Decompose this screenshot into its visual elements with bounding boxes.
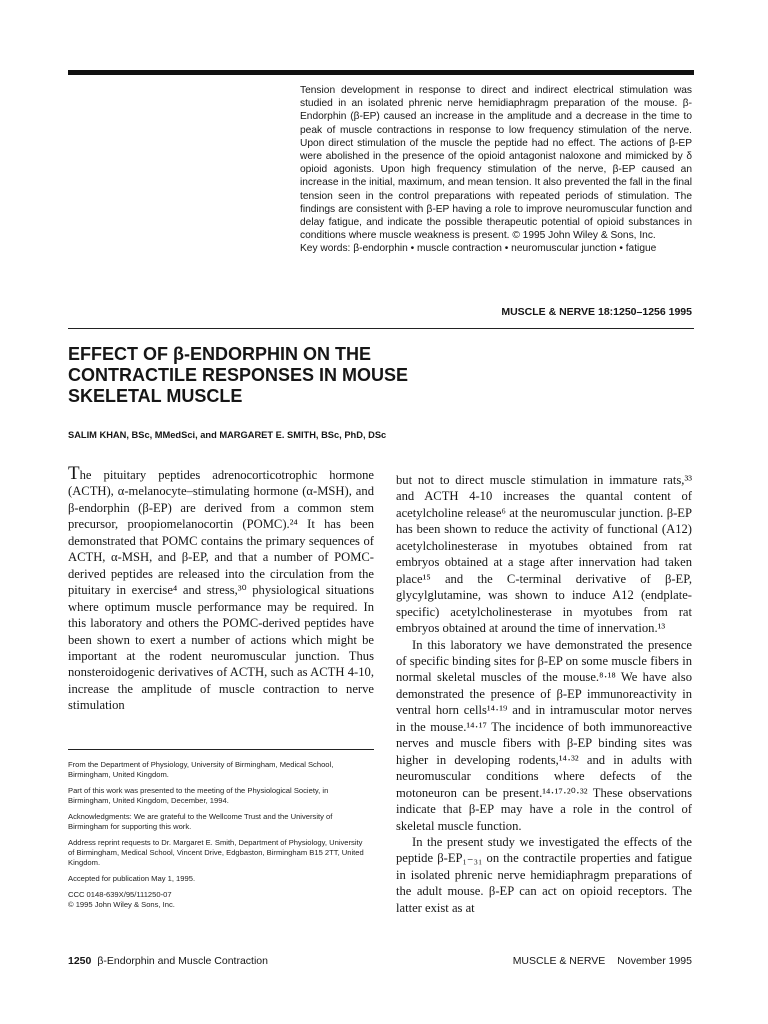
journal-name: MUSCLE & NERVE: [512, 955, 606, 967]
footnote-accepted: Accepted for publication May 1, 1995.: [68, 874, 196, 883]
footnote-reprint-address: Address reprint requests to Dr. Margaret E. Smith, Department of Physiology, University of Birmingham, Medical School, Vincent Drive, Edgbaston, Birmingham B15 2TT, United Kingdom.: [68, 838, 364, 867]
body-paragraph: In this laboratory we have demonstrated the presence of specific binding sites for β-EP on some muscle fibers in normal skeletal muscles of the mouse.⁸·¹⁸ We have also demonstrated the presence of β-EP immunoreactivity in ventral horn cells¹⁴·¹⁹ and in intramuscular motor nerves in the mouse.¹⁴·¹⁷ The incidence of both immunoreactive nerves and muscle fibers with β-EP binding sites was higher in developing rodents,¹⁴·³² and in adults with neuromuscular conditions where defects of the motoneuron can be present.¹⁴·¹⁷·²⁰·³² These observations indicate that β-EP may have a role in the control of skeletal muscle function.: [396, 637, 692, 833]
intro-paragraph: [68, 463, 374, 714]
abstract-text: Tension development in response to direct and indirect electrical stimulation was studied in an isolated phrenic nerve hemidiaphragm preparation of the mouse. β-Endorphin (β-EP) caused an increase in the amplitude and a decrease in the time to peak of muscle contractions in response to low frequency stimulation of the nerve. Upon direct stimulation of the muscle the peptide had no effect. The actions of β-EP were abolished in the presence of the opioid antagonist naloxone and mimicked by δ opioid agonists. Upon high frequency stimulation of the nerve, β-EP caused an increase in the initial, maximum, and mean tension. It also prevented the fall in the final tension seen in the control preparations with repeated periods of stimulation. The findings are consistent with β-EP having a role to improve neuromuscular function and delay fatigue, and indicate the possible therapeutic potential of opioid substances in conditions where muscle weakness is present. © 1995 John Wiley & Sons, Inc.: [300, 85, 692, 242]
footnote-acknowledgments: Acknowledgments: We are grateful to the Wellcome Trust and the University of Birmingham for supporting this work.: [68, 812, 333, 831]
footnote-presentation: Part of this work was presented to the meeting of the Physiological Society, in Birmingham, United Kingdom, December, 1994.: [68, 786, 329, 805]
footnote-rule: [68, 749, 374, 750]
footnote-ccc: CCC 0148-639X/95/111250-07: [68, 890, 172, 899]
body-column-left: [68, 463, 374, 714]
journal-citation: MUSCLE & NERVE 18:1250–1256 1995: [501, 306, 692, 318]
footnote-affiliation: From the Department of Physiology, University of Birmingham, Medical School, Birmingham, United Kingdom.: [68, 760, 334, 779]
article-title: EFFECT OF β-ENDORPHIN ON THE CONTRACTILE RESPONSES IN MOUSE SKELETAL MUSCLE: [68, 344, 409, 406]
running-title: β-Endorphin and Muscle Contraction: [97, 955, 268, 967]
body-paragraph: In the present study we investigated the effects of the peptide β-EP₁₋₃₁ on the contractile properties and fatigue in isolated phrenic nerve hemidiaphragm preparations of the adult mouse. β-EP can act on opioid receptors. The latter exist as at: [396, 834, 692, 915]
keywords: Key words: β-endorphin • muscle contraction • neuromuscular junction • fatigue: [300, 243, 657, 255]
page-footer-left: [68, 955, 268, 967]
body-paragraph: but not to direct muscle stimulation in immature rats,³³ and ACTH 4-10 increases the quantal content of acetylcholine release⁶ at the neuromuscular junction. β-EP has been shown to reduce the activity of functional (A12) acetylcholinesterase in myotubes obtained from rat embryos obtained at a stage after innervation had taken place¹⁵ and the C-terminal derivative of β-EP, glycylglutamine, was shown to induce A12 (endplate-specific) acetylcholinesterase in myotubes from rat embryos obtained at around the time of innervation.¹³: [396, 473, 692, 636]
issue-date: November 1995: [617, 955, 692, 967]
section-rule: [68, 328, 694, 329]
body-column-right: [396, 472, 692, 916]
footnotes: [68, 760, 364, 916]
top-rule: [68, 70, 694, 75]
footnote-copyright: © 1995 John Wiley & Sons, Inc.: [68, 900, 175, 909]
intro-paragraph-text: he pituitary peptides adrenocorticotrophic hormone (ACTH), α-melanocyte–stimulating hormone (α-MSH), and β-endorphin (β-EP) are derived from a common stem precursor, proopiomelanocortin (POMC).²⁴ It has been demonstrated that POMC contains the primary sequences of ACTH, α-MSH, and β-EP, and that a number of POMC-derived peptides are released into the circulation from the pituitary in exercise⁴ and stress,³⁰ physiological situations where optimum muscle performance may be required. In this laboratory and others the POMC-derived peptides have been shown to exert a number of actions which might be important at the rodent neuromuscular junction. Thus nonsteroidogenic derivatives of ACTH, such as ACTH 4-10, increase the amplitude of muscle contraction to nerve stimulation: [68, 468, 374, 713]
drop-letter: T: [68, 463, 80, 484]
page-footer-right: [513, 955, 692, 967]
abstract: [300, 84, 692, 256]
author-line: SALIM KHAN, BSc, MMedSci, and MARGARET E. SMITH, BSc, PhD, DSc: [68, 430, 387, 440]
page-number: 1250: [68, 955, 92, 967]
